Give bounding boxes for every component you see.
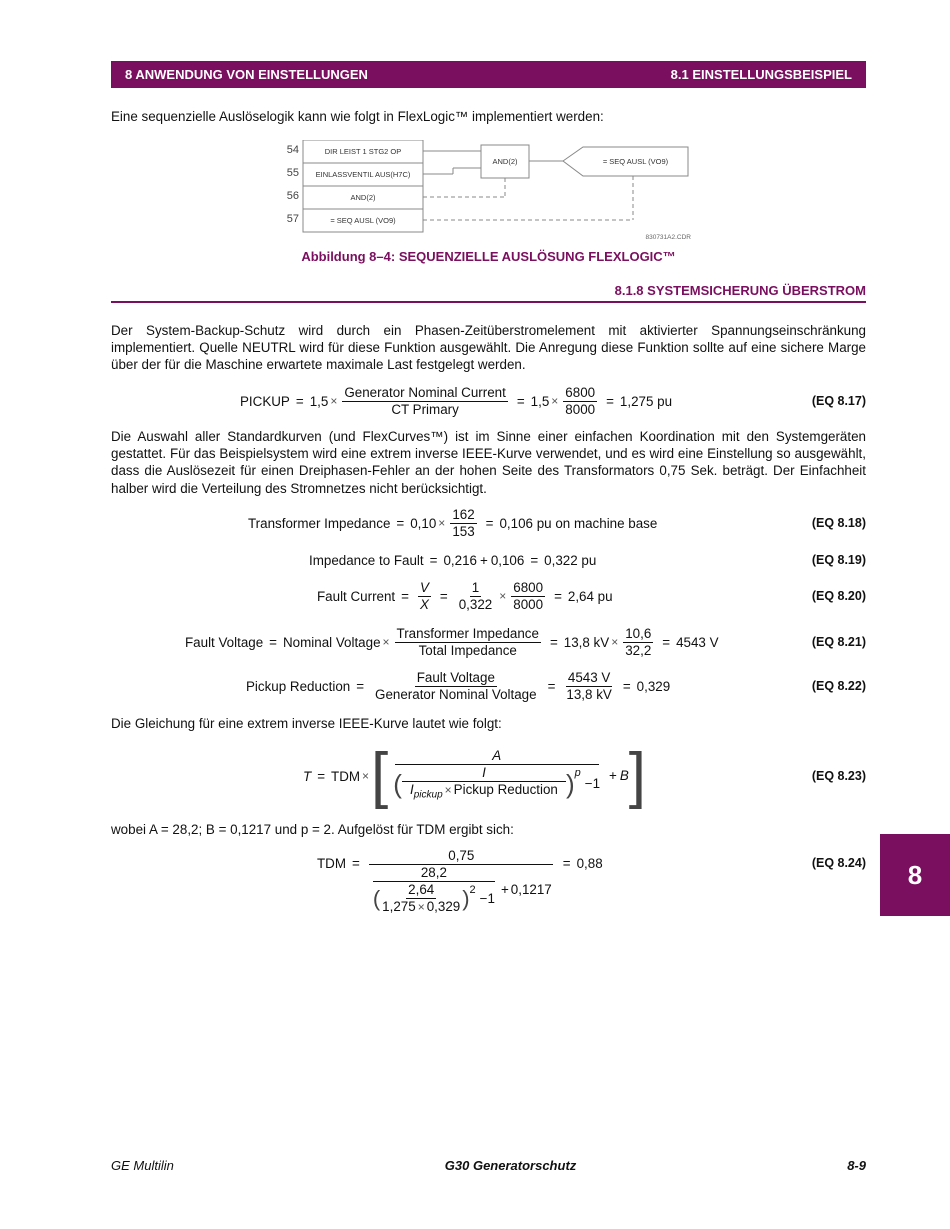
paragraph-ieee-curve: Die Gleichung für eine extrem inverse IEEE-Kurve lautet wie folgt: bbox=[111, 716, 502, 731]
equation-8-22: Pickup Reduction = $\frac{\text{Fault Voltage}}{\text{Generator Nominal Voltage}}$ = $\frac{4543 V}{13,8 kV}$ = 0,329 (EQ 8.22) bbox=[111, 666, 866, 706]
eq-result: 0,88 bbox=[576, 856, 603, 871]
rung-number: 55 bbox=[286, 167, 299, 179]
eq-fraction: $\frac{1}{0,322}$ bbox=[458, 579, 493, 612]
rung-label: AND(2) bbox=[350, 193, 376, 202]
eq-term: 0,216 bbox=[443, 552, 477, 568]
eq-result: 2,64 pu bbox=[567, 588, 613, 604]
eq-number: (EQ 8.22) bbox=[811, 679, 866, 693]
rung-number: 56 bbox=[286, 190, 299, 202]
eq-number: (EQ 8.20) bbox=[811, 589, 866, 603]
eq-fraction: $\frac{V}{X}$ bbox=[419, 579, 429, 612]
section-heading: 8.1.8 SYSTEMSICHERUNG ÜBERSTROM bbox=[111, 283, 866, 303]
eq-result: 0,106 pu on machine base bbox=[499, 515, 658, 531]
equation-8-23: T = TDM × [ A ( $\frac{I}{I_{pickup} \times Pickup Reduction}$ ) $^p$ − 1 + B ] (EQ 8.23) bbox=[303, 741, 866, 810]
eq-lhs: Fault Current bbox=[317, 588, 396, 604]
equation-8-18: Transformer Impedance = 0,10 × $\frac{162}{153}$ = 0,106 pu on machine base (EQ 8.18) bbox=[111, 503, 866, 543]
figure-caption: Abbildung 8–4: SEQUENZIELLE AUSLÖSUNG FLEXLOGIC™ bbox=[301, 249, 676, 264]
eq-fraction: $\frac{10,6}{32,2}$ bbox=[625, 625, 652, 658]
eq-fraction: $\frac{4543 V}{13,8 kV}$ bbox=[566, 669, 612, 702]
eq-fraction: $\frac{\text{Fault Voltage}}{\text{Generator Nominal Voltage}}$ bbox=[375, 669, 537, 702]
virtual-output-label: = SEQ AUSL (VO9) bbox=[602, 157, 669, 166]
eq23-bracket-content: A ( $\frac{I}{I_{pickup} \times Pickup Reduction}$ ) $^p$ − 1 + B bbox=[388, 748, 629, 804]
eq-number: (EQ 8.18) bbox=[811, 516, 866, 530]
eq-lhs: TDM bbox=[317, 856, 347, 871]
eq-number: (EQ 8.21) bbox=[811, 635, 866, 649]
equation-8-21: Fault Voltage = Nominal Voltage × $\frac{\text{Transformer Impedance}}{\text{Total Impedance}}$ = 13,8 kV × $\frac{10,6}{32,2}$ = 4543 V (EQ 8.21) bbox=[111, 622, 866, 662]
eq-result: 0,329 bbox=[636, 678, 671, 694]
paragraph-solve-tdm: wobei A = 28,2; B = 0,1217 und p = 2. Aufgelöst für TDM ergibt sich: bbox=[111, 822, 514, 837]
eq-lhs: Pickup Reduction bbox=[246, 678, 351, 694]
eq-lhs: PICKUP bbox=[240, 393, 290, 409]
eq-result: 0,322 pu bbox=[544, 552, 597, 568]
eq-fraction: A ( $\frac{I}{I_{pickup} \times Pickup Reduction}$ ) $^p$ − 1 bbox=[393, 748, 601, 801]
eq-term: Nominal Voltage bbox=[283, 634, 381, 650]
paragraph-backup-protection: Der System-Backup-Schutz wird durch ein Phasen-Zeitüberstromelement mit aktivierter Spannungseinschränkung implementiert. Quelle NEUTRL wird für diese Funktion ausgewählt. Die Anregung diese Funktion sollte auf eine sichere Marge über der für die Maschine erwartete maximale Last festgelegt werden. bbox=[111, 323, 866, 373]
eq-coef: 1,5 bbox=[309, 393, 329, 409]
section-title-header: 8.1 EINSTELLUNGSBEISPIEL bbox=[670, 67, 852, 82]
eq-fraction: $\frac{162}{153}$ bbox=[452, 506, 475, 539]
eq-term: TDM bbox=[331, 768, 361, 784]
eq-fraction: $\frac{6800}{8000}$ bbox=[513, 579, 544, 612]
footer-company: GE Multilin bbox=[111, 1158, 174, 1173]
eq-term: 0,106 bbox=[490, 552, 525, 568]
eq-number: (EQ 8.24) bbox=[811, 856, 866, 870]
eq-coef: 1,5 bbox=[530, 393, 550, 409]
chapter-header-bar bbox=[111, 61, 866, 88]
chapter-title: 8 ANWENDUNG VON EINSTELLUNGEN bbox=[125, 67, 368, 82]
diagram-file-id: 830731A2.CDR bbox=[645, 234, 691, 241]
eq-term: 13,8 kV bbox=[563, 634, 610, 650]
eq-fraction: 0,75 28,2 ( $\frac{2,64}{1,275 \times 0,329}$ ) $^2$ − 1 + 0,1217 bbox=[369, 848, 554, 915]
intro-text: Eine sequenzielle Auslöselogik kann wie folgt in FlexLogic™ implementiert werden: bbox=[111, 109, 604, 124]
eq-coef: 0,10 bbox=[410, 515, 437, 531]
chapter-tab: 8 bbox=[880, 834, 950, 916]
equation-8-24: TDM = 0,75 28,2 ( $\frac{2,64}{1,275 \times 0,329}$ ) $^2$ − 1 + 0,1217 = 0,88 (EQ 8.24) bbox=[111, 846, 866, 918]
equation-8-20: Fault Current = $\frac{V}{X}$ = $\frac{1}{0,322}$ × $\frac{6800}{8000}$ = 2,64 pu (EQ 8.20) bbox=[111, 576, 866, 616]
eq-fraction: $\frac{6800}{8000}$ bbox=[565, 384, 596, 417]
eq-fraction: $\frac{\text{Transformer Impedance}}{\text{Total Impedance}}$ bbox=[396, 625, 539, 658]
eq-result: 4543 V bbox=[676, 634, 719, 650]
rung-label: = SEQ AUSL (VO9) bbox=[330, 216, 396, 225]
eq-number: (EQ 8.17) bbox=[811, 394, 866, 408]
eq-result: 1,275 pu bbox=[619, 393, 673, 409]
eq-lhs: Fault Voltage bbox=[185, 634, 264, 650]
eq-lhs: T bbox=[303, 768, 312, 784]
rung-label: EINLASSVENTIL AUS(H7C) bbox=[315, 170, 411, 179]
rung-label: DIR LEIST 1 STG2 OP bbox=[324, 147, 402, 156]
eq-number: (EQ 8.19) bbox=[811, 553, 866, 567]
rung-number: 54 bbox=[286, 144, 299, 156]
footer-product: G30 Generatorschutz bbox=[444, 1158, 577, 1173]
and-gate-label: AND(2) bbox=[492, 157, 518, 166]
eq-number: (EQ 8.23) bbox=[811, 769, 866, 783]
equation-8-17: PICKUP = 1,5 × $\frac{\text{Generator Nominal Current}}{\text{CT Primary}}$ = 1,5 × $\frac{6800}{8000}$ = 1,275 pu (EQ 8.17) bbox=[111, 381, 866, 421]
paragraph-curve-selection: Die Auswahl aller Standardkurven (und FlexCurves™) ist im Sinne einer einfachen Koordination mit den Systemgeräten gestattet. Für das Beispielsystem wird eine extrem inverse IEEE-Kurve verwendet, und es wird eine Einstellung so ausgewählt, dass die Auslösezeit für einen Dreiphasen-Fehler an der hohen Seite des Transformators 0,75 Sek. beträgt. Der Einfachheit halber wird die Verteilung des Stromnetzes nicht berücksichtigt. bbox=[111, 429, 866, 496]
rung-number: 57 bbox=[286, 213, 299, 225]
footer-page-number: 8-9 bbox=[847, 1158, 866, 1173]
eq-fraction: $\frac{\text{Generator Nominal Current}}{\text{CT Primary}}$ bbox=[344, 384, 506, 417]
equation-8-19: Impedance to Fault = 0,216 + 0,106 = 0,322 pu (EQ 8.19) bbox=[111, 540, 866, 580]
eq-lhs: Impedance to Fault bbox=[309, 552, 424, 568]
page-footer bbox=[111, 1158, 866, 1173]
flexlogic-diagram bbox=[283, 140, 693, 246]
eq-lhs: Transformer Impedance bbox=[248, 515, 391, 531]
